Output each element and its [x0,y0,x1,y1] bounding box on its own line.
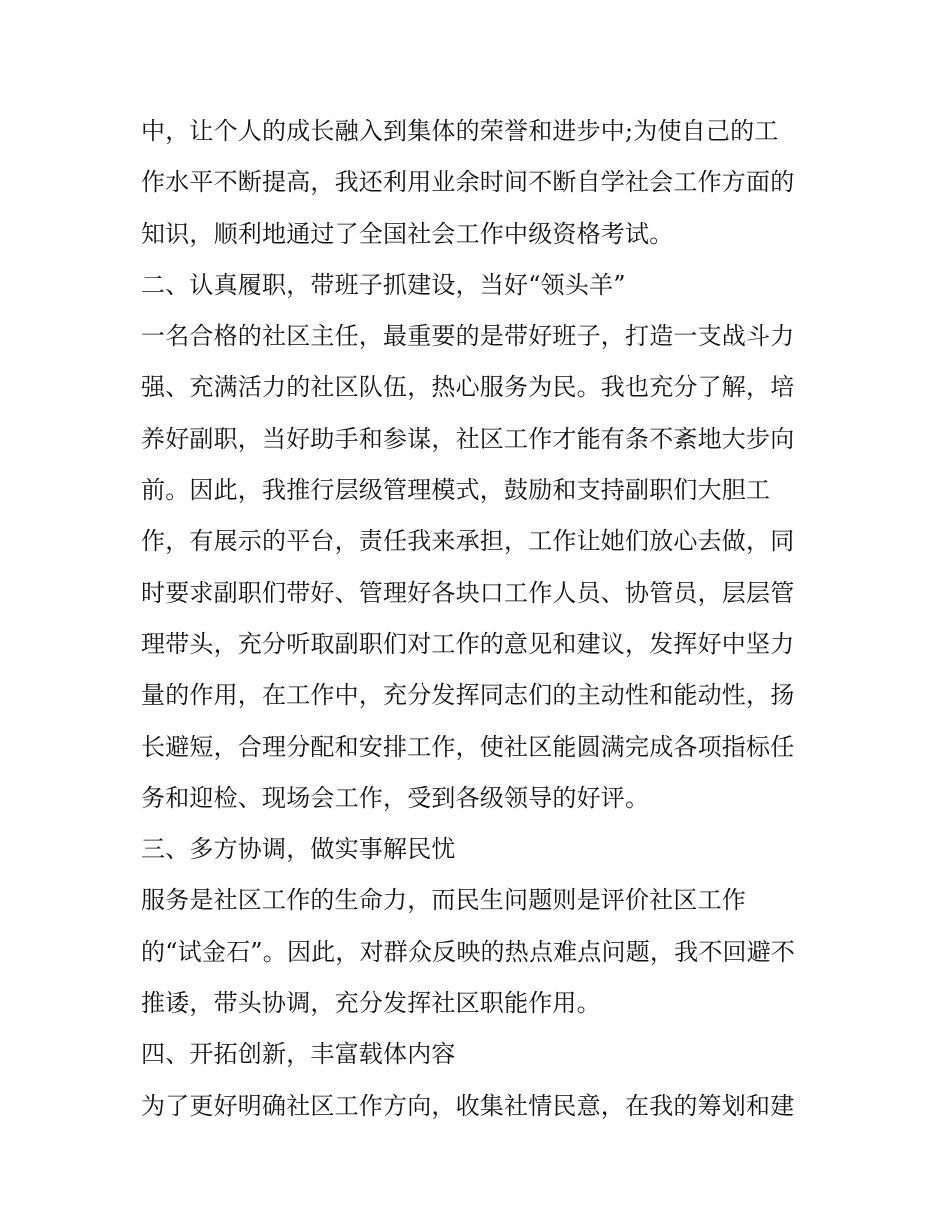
text-line: 中，让个人的成长融入到集体的荣誉和进步中;为使自己的工 [141,117,779,145]
text-line: 的“试金石”。因此，对群众反映的热点难点问题，我不回避不 [141,937,796,966]
text-line: 作水平不断提高，我还利用业余时间不断自学社会工作方面的 [141,168,795,197]
text-line: 作，有展示的平台，责任我来承担，工作让她们放心去做，同 [141,527,795,556]
text-line: 强、充满活力的社区队伍，热心服务为民。我也充分了解，培 [141,373,795,402]
text-line: 为了更好明确社区工作方向，收集社情民意，在我的筹划和建 [141,1091,795,1120]
text-line: 养好副职，当好助手和参谋，社区工作才能有条不紊地大步向 [141,424,795,453]
text-line: 时要求副职们带好、管理好各块口工作人员、协管员，层层管 [141,578,795,607]
text-line: 服务是社区工作的生命力，而民生问题则是评价社区工作 [141,886,746,915]
section-heading: 二、认真履职，带班子抓建设，当好“领头羊” [141,270,626,299]
text-line: 长避短，合理分配和安排工作，使社区能圆满完成各项指标任 [141,732,795,761]
section-heading: 四、开拓创新，丰富载体内容 [141,1040,456,1069]
text-line: 量的作用，在工作中，充分发挥同志们的主动性和能动性，扬 [141,681,795,710]
text-line: 理带头，充分听取副职们对工作的意见和建议，发挥好中坚力 [141,629,795,658]
section-heading: 三、多方协调，做实事解民忧 [141,835,456,864]
text-line: 一名合格的社区主任，最重要的是带好班子，打造一支战斗力 [141,322,795,351]
text-line: 前。因此，我推行层级管理模式，鼓励和支持副职们大胆工 [141,476,771,505]
text-line: 推诿，带头协调，充分发挥社区职能作用。 [141,989,601,1018]
text-line: 务和迎检、现场会工作，受到各级领导的好评。 [141,783,650,812]
body-text [141,106,821,1132]
text-line: 知识，顺利地通过了全国社会工作中级资格考试。 [141,219,674,248]
